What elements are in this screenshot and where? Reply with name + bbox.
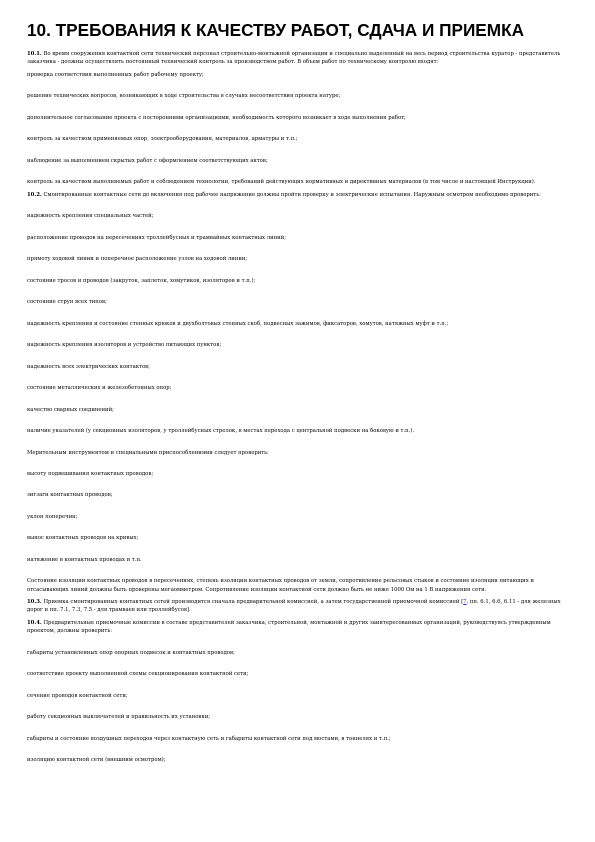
list-item: сечение проводов контактной сети; xyxy=(27,692,128,699)
list-item: надежность крепления и состояние стенных крюков и двухболтовых стенных скоб, подвесных зажимов, фиксаторов, хомутов, натяжных муфт и т.п.; xyxy=(27,320,449,327)
list-item: надежность всех электрических контактов; xyxy=(27,363,150,370)
list-item: работу секционных выключателей и правильность их установки; xyxy=(27,714,211,721)
list-item: прямоту ходовой линии и поперечное расположение узлов на ходовой линии; xyxy=(27,256,248,263)
paragraph-10-4 xyxy=(27,619,568,636)
list-item: надежность крепления специальных частей; xyxy=(27,213,154,220)
list-item: зигзаги контактных проводов; xyxy=(27,492,113,499)
list-item: контроль за качеством применяемых опор, электрооборудования, материалов, арматуры и т.п.; xyxy=(27,136,298,143)
reference-link[interactable]: 7 xyxy=(463,599,467,606)
list-item: надежность крепления изоляторов и устройство питающих пунктов; xyxy=(27,342,222,349)
section-number: 10.4. xyxy=(27,619,42,626)
paragraph-text: , пп. 6.1, 6.6, 6.11 - для железных дорог и пп. 7.1, 7.3, 7.5 - для трамваев или троллейбусов]. xyxy=(27,599,561,614)
list-item: габариты и состояние воздушных переходов через контактную сеть и габариты контактной сети под мостами, в тоннелях и т.п.; xyxy=(27,735,391,742)
list-item: изоляцию контактной сети (внешним осмотром); xyxy=(27,757,166,764)
paragraph-10-1 xyxy=(27,50,568,67)
paragraph-measure-intro: Мерительным инструментом и специальными приспособлениями следует проверить: xyxy=(27,449,269,456)
document-body xyxy=(27,50,568,764)
paragraph-text: Приемка смонтированных контактных сетей производится сначала предварительной комиссией, а затем государственной приемочной комиссией [ xyxy=(43,599,464,606)
list-item: натяжение в контактных проводах и т.п. xyxy=(27,556,142,563)
paragraph-10-2 xyxy=(27,191,568,199)
list-item: решение технических вопросов, возникающих в ходе строительства в случаях несоответствия проекта натуре; xyxy=(27,93,341,100)
list-item: расположение проводов на пересечениях троллейбусных и трамвайных контактных линий; xyxy=(27,234,286,241)
list-item: состояние металлических и железобетонных опор; xyxy=(27,385,172,392)
paragraph-10-3 xyxy=(27,598,568,615)
list-item: проверка соответствия выполненных работ рабочему проекту; xyxy=(27,71,204,78)
list-item: качество сварных соединений; xyxy=(27,406,114,413)
paragraph-text: Предварительные приемочные комиссии в составе представителей заказчика, строительной, монтажной и других заинтересованных организаций, руководствуясь утвержденным проектом, должны проверить: xyxy=(27,619,551,635)
section-number: 10.3. xyxy=(27,599,42,606)
list-item: дополнительное согласование проекта с посторонними организациями, необходимость которого возникает в ходе выполнения работ; xyxy=(27,114,406,121)
list-item: габариты установленных опор опорных подвесок и контактных проводов; xyxy=(27,649,235,656)
paragraph-text: Во время сооружения контактной сети технический персонал строительно-монтажной организации и специально выделенный на весь период строительства куратор - представитель заказчика - должны осуществлять постоянный технический контроль за производством работ. В объем работ по техническому контролю входят: xyxy=(27,51,561,66)
paragraph-text: Смонтированные контактные сети до включения под рабочее напряжение должны пройти проверку и электрические испытания. Наружным осмотром необходимо проверить: xyxy=(43,191,541,198)
section-number: 10.1. xyxy=(27,51,42,57)
list-item: наличие указателей (у секционных изоляторов, у троллейбусных стрелок, в местах перехода с центральной подвески на боковую и т.п.). xyxy=(27,428,415,435)
list-item: уклон поперечин; xyxy=(27,513,78,520)
page-title: 10. ТРЕБОВАНИЯ К КАЧЕСТВУ РАБОТ, СДАЧА И ПРИЕМКА xyxy=(27,20,524,40)
list-item: наблюдение за выполнением скрытых работ с оформлением соответствующих актов; xyxy=(27,157,268,164)
list-item: контроль за качеством выполняемых работ и соблюдением технологии, требований действующих нормативных и директивных материалов (в том числе и настоящей Инструкции). xyxy=(27,179,536,186)
list-item: состояние струн всех типов; xyxy=(27,299,107,306)
list-item: соответствие проекту выполненной схемы секционирования контактной сети; xyxy=(27,671,249,678)
list-item: состояние тросов и проводов (закруток, заплеток, хомутиков, изоляторов и т.п.); xyxy=(27,277,256,284)
list-item: высоту подвешивания контактных проводов; xyxy=(27,470,154,477)
section-number: 10.2. xyxy=(27,191,42,198)
paragraph-insulation: Состояние изоляции контактных проводов в пересечениях, степень изоляции контактных проводов от земли, сопротивление рельсовых стыков и состояние изоляции питающих и отсасывающих линий должны быть проверены мегаомметром. Сопротивление изоляции контактной сети должно быть не ниже 1000 Ом на 1 В напряжения сети. xyxy=(27,578,534,593)
list-item: вынос контактных проводов на кривых; xyxy=(27,535,139,542)
